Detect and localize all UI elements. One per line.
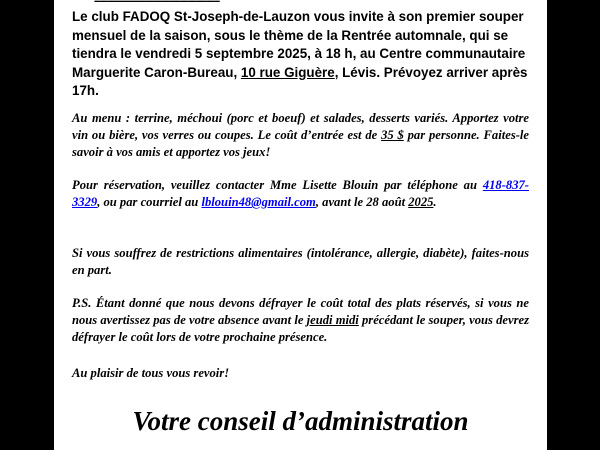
closing-line: Au plaisir de tous vous revoir!: [72, 366, 230, 380]
reservation-paragraph: [72, 177, 529, 211]
reservation-deadline-year: 2025: [408, 195, 434, 209]
intro-address: 10 rue Giguère: [240, 64, 335, 80]
reservation-text-part4: .: [433, 195, 437, 209]
email-link[interactable]: lblouin48@gmail.com: [201, 195, 316, 209]
signature-heading: Votre conseil d’administration: [132, 406, 469, 436]
reservation-text-part2: , ou par courriel au: [97, 195, 202, 209]
intro-paragraph: [72, 8, 532, 101]
ps-paragraph: [72, 295, 529, 346]
intro-text-part2: , Lévis. Prévoyez arriver après 17h.: [72, 64, 528, 98]
ps-deadline-day: jeudi midi: [306, 313, 359, 327]
dietary-paragraph: Si vous souffrez de restrictions alimentaires (intolérance, allergie, diabète), faites-nous en part.: [72, 246, 529, 277]
menu-paragraph: [72, 110, 529, 161]
reservation-text-part1: Pour réservation, veuillez contacter Mme Lisette Blouin par téléphone au: [72, 178, 483, 192]
intro-text-part1: Le club FADOQ St-Joseph-de-Lauzon vous invite à son premier souper mensuel de la saison, sous le thème de la Rentrée automnale, qui se tiendra le vendredi 5 septembre 2025, à 18 h, au Centre communautaire Marguerite Caron-Bureau,: [72, 9, 526, 80]
menu-text-part1: Au menu : terrine, méchoui (porc et boeuf) et salades, desserts variés. Apportez votre vin ou bière, vos verres ou coupes. Le coût d’entrée est de: [72, 111, 529, 142]
reservation-text-part3: , avant le 28 août: [315, 195, 409, 209]
phone-link[interactable]: 418-837-3329: [72, 178, 529, 209]
menu-price: 35 $: [381, 128, 404, 142]
document-page: [54, 0, 547, 450]
menu-text-part2: par personne. Faites-le savoir à vos amis et apportez vos jeux!: [72, 128, 529, 159]
ps-text-part1: P.S. Étant donné que nous devons défrayer le coût total des plats réservés, si vous ne nous avertissez pas de votre absence avant le: [72, 296, 529, 327]
dashed-separator: -----------------------------------------------: [94, 0, 220, 7]
ps-text-part2: précédant le souper, vous devrez défrayer le coût lors de votre prochaine présence.: [72, 313, 529, 344]
